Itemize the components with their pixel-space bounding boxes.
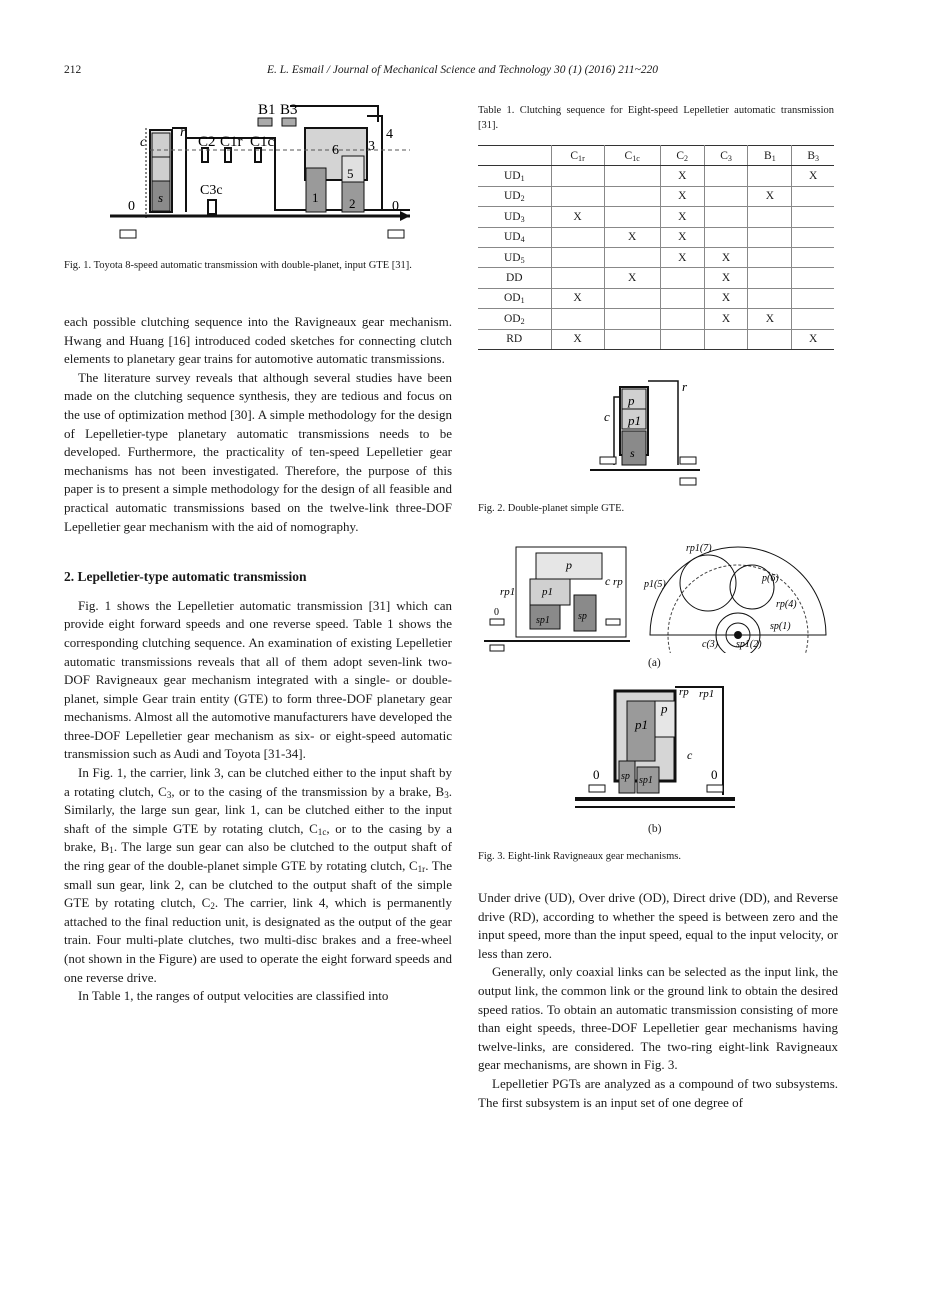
table-cell	[551, 186, 604, 206]
paragraph: In Fig. 1, the carrier, link 3, can be clutched either to the input shaft by a rotating clutch, $C_3$, or to the casing of the transmission by a brake, $B_3$. Similarly, the large sun gear, link 1, can be clutched either to the input shaft of the simple GTE by rotating clutch, $C_{1c}$, or to the casing by a brake, $B_1$. The large sun gear can also be clutched to the output shaft of the ring gear of the double-planet simple GTE by rotating clutch, $C_{1r}$. The small sun gear, link 2, can be clutched to the output shaft of the simple GTE by rotating clutch, $C_2$. The carrier, link 4, which is permanently attached to the final reduction unit, is designated as the output of the gear train. Four multi-plate clutches, two multi-disc brakes and a free-wheel (not shown in the Figure) are used to operate the eight forward speeds and one reverse drive.	[64, 765, 453, 985]
label-rp: rp	[679, 686, 689, 698]
section-heading: 2. Lepelletier-type automatic transmission	[64, 569, 307, 585]
bearing	[600, 457, 616, 464]
figure-3b-label: (b)	[648, 823, 662, 835]
journal-reference: E. L. Esmail / Journal of Mechanical Science and Technology 30 (1) (2016) 211~220	[266, 64, 659, 76]
table-header-cell: $C_3$	[704, 146, 748, 166]
table-cell: X	[660, 207, 704, 227]
table-header-cell: $B_3$	[792, 146, 834, 166]
figure-1-caption: Fig. 1. Toyota 8-speed automatic transmission with double-planet, input GTE [31].	[64, 260, 412, 271]
table-cell	[604, 329, 660, 349]
table-cell	[792, 247, 834, 267]
table-row	[478, 309, 834, 329]
table-cell: X	[604, 227, 660, 247]
table-cell	[748, 207, 792, 227]
table-cell	[551, 268, 604, 288]
table-cell: X	[551, 288, 604, 308]
table-cell	[604, 247, 660, 267]
table-cell	[604, 186, 660, 206]
paragraph: Under drive (UD), Over drive (OD), Direct drive (DD), and Reverse drive (RD), according to whether the speed is between zero and the input speed, more than the input speed, equal to the input velocity, or less than zero.	[478, 890, 838, 961]
row-label: $UD_3$	[478, 207, 551, 227]
table-header-corner	[478, 146, 551, 166]
label-4: 4	[386, 127, 393, 142]
paragraph: Fig. 1 shows the Lepelletier automatic transmission [31] which can provide eight forward speeds and one reverse speed. Table 1 shows the corresponding clutching sequence. An examination of existing Lepelletier automatic transmissions reveals that all of them adopt seven-link two-DOF Ravigneaux gear mechanism integrated with a single- or double-planet, simple Gear train entity (GTE) to form three-DOF planetary gear mechanisms. Almost all the automotive manufacturers have developed the three-DOF Lepelletier gear mechanism as six- or eight-speed automatic transmission such as Audi and Toyota [31-34].	[64, 597, 452, 762]
label-0: 0	[494, 607, 499, 618]
label-sp: sp	[621, 771, 630, 782]
figure-2-diagram	[590, 375, 710, 490]
label-rp1: rp1	[500, 586, 516, 598]
planet-p-circle	[730, 565, 774, 609]
table-body	[478, 166, 834, 350]
bearing	[680, 478, 696, 485]
table-cell	[792, 207, 834, 227]
row-label: $OD_2$	[478, 309, 551, 329]
table-row	[478, 288, 834, 308]
table-cell	[704, 227, 748, 247]
label-p-6: p(6)	[762, 573, 779, 584]
table-1-container	[478, 145, 834, 350]
label-c: c	[140, 135, 147, 150]
row-label: $UD_1$	[478, 166, 551, 186]
label-sp1: sp1	[536, 615, 550, 626]
table-cell	[551, 166, 604, 186]
table-cell	[604, 288, 660, 308]
label-p1: p1	[542, 586, 553, 598]
table-cell	[748, 329, 792, 349]
label-r: r	[682, 379, 688, 394]
bearing-left	[120, 230, 136, 238]
figure-1-diagram	[110, 98, 430, 246]
table-row	[478, 207, 834, 227]
table-cell: X	[704, 268, 748, 288]
table-cell	[748, 288, 792, 308]
bearing	[589, 785, 605, 792]
bearing	[490, 619, 504, 625]
table-row	[478, 227, 834, 247]
table-cell	[704, 207, 748, 227]
label-p1-5: p1(5)	[644, 579, 666, 590]
table-header-cell: $C_{1c}$	[604, 146, 660, 166]
bearing-right	[388, 230, 404, 238]
ring-3	[367, 116, 382, 210]
label-c: c	[605, 574, 611, 588]
label-c: c	[687, 748, 693, 762]
table-cell: X	[748, 309, 792, 329]
table-header-row	[478, 146, 834, 166]
row-label: DD	[478, 268, 551, 288]
clutch-c3c	[208, 200, 216, 214]
table-cell	[748, 166, 792, 186]
label-s: s	[158, 190, 164, 205]
table-cell: X	[792, 329, 834, 349]
carrier-4	[290, 106, 378, 122]
label-3: 3	[368, 139, 375, 154]
table-cell	[704, 166, 748, 186]
figure-3b-diagram	[575, 683, 745, 813]
table-cell	[660, 309, 704, 329]
brake-b1	[258, 118, 272, 126]
label-s: s	[630, 446, 635, 460]
label-c1c: C1c	[250, 134, 275, 150]
label-5: 5	[347, 166, 354, 181]
table-cell	[748, 268, 792, 288]
table-row	[478, 247, 834, 267]
label-c: c	[604, 409, 610, 424]
table-cell: X	[704, 309, 748, 329]
table-cell	[792, 288, 834, 308]
table-cell: X	[704, 247, 748, 267]
bearing	[490, 645, 504, 651]
label-c-3: c(3)	[702, 639, 719, 650]
table-cell: X	[660, 247, 704, 267]
table-row	[478, 329, 834, 349]
ring-r	[648, 381, 678, 465]
table-cell	[660, 329, 704, 349]
planet-p1	[152, 157, 170, 181]
table-cell	[604, 166, 660, 186]
table-cell: X	[660, 166, 704, 186]
planet-p	[152, 133, 170, 157]
label-sp1: sp1	[639, 775, 653, 786]
figure-3-caption: Fig. 3. Eight-link Ravigneaux gear mechanisms.	[478, 851, 681, 862]
table-cell	[792, 186, 834, 206]
paragraph: In Table 1, the ranges of output velocities are classified into	[78, 988, 389, 1004]
table-cell	[792, 309, 834, 329]
table-row	[478, 186, 834, 206]
paragraph: each possible clutching sequence into the Ravigneaux gear mechanism. Hwang and Huang [16] introduced coded sketches for connecting clutch elements to planetary gear trains for automotive automatic transmissions.	[64, 314, 452, 367]
left-column	[64, 313, 452, 1006]
label-p: p	[628, 393, 635, 408]
label-p1: p1	[628, 413, 641, 428]
table-cell	[748, 227, 792, 247]
paragraph: The literature survey reveals that although several studies have been made on the clutching sequence synthesis, they are tedious and focus on the use of optimization method [30]. A simple methodology for the design of Lepelletier-type planetary automatic transmissions needs to be developed. Furthermore, the practicality of ten-speed Lepelletier gear mechanisms has not been investigated. Therefore, the purpose of this paper is to present a simple methodology for the design of all feasible and practical automatic transmissions based on the twelve-link three-DOF Lepelletier gear mechanism with the aid of nomography.	[64, 369, 452, 534]
table-cell	[792, 268, 834, 288]
label-sp1-2: sp1(2)	[736, 639, 762, 650]
bearing	[707, 785, 723, 792]
paragraph: Generally, only coaxial links can be selected as the input link, the output link, the common link or the ground link to obtain the desired speed ratios. To obtain an automatic transmission consisting of more than eight speeds, three-DOF Lepelletier gear mechanisms having twelve-links, are considered. The two-ring eight-link Ravigneaux gear mechanisms, are shown in Fig. 3.	[478, 964, 838, 1073]
label-1: 1	[312, 190, 319, 205]
table-cell	[604, 309, 660, 329]
output-arrow	[400, 211, 410, 221]
row-label: $OD_1$	[478, 288, 551, 308]
label-rp1-7: rp1(7)	[686, 543, 712, 554]
figure-3a-diagram	[480, 543, 830, 653]
label-r: r	[180, 125, 186, 140]
page-number: 212	[64, 64, 82, 76]
table-cell	[604, 207, 660, 227]
label-c3c: C3c	[200, 183, 223, 198]
table-cell	[551, 227, 604, 247]
table-header-cell: $C_2$	[660, 146, 704, 166]
row-label: $UD_5$	[478, 247, 551, 267]
table-cell: X	[792, 166, 834, 186]
label-p1: p1	[635, 717, 648, 732]
row-label: $UD_4$	[478, 227, 551, 247]
label-c2: C2	[198, 134, 216, 150]
clutching-sequence-table	[478, 145, 834, 350]
table-cell: X	[704, 288, 748, 308]
table-cell: X	[660, 186, 704, 206]
label-0-left: 0	[593, 767, 600, 782]
table-1-caption: Table 1. Clutching sequence for Eight-speed Lepelletier automatic transmission [31].	[478, 105, 834, 131]
ring-r	[172, 128, 186, 212]
figure-2-caption: Fig. 2. Double-planet simple GTE.	[478, 503, 625, 514]
table-cell	[551, 309, 604, 329]
brake-b3	[282, 118, 296, 126]
right-column	[478, 889, 838, 1112]
bearing	[680, 457, 696, 464]
table-cell: X	[604, 268, 660, 288]
label-sp-1: sp(1)	[770, 621, 791, 632]
label-sp: sp	[578, 611, 587, 622]
table-cell	[551, 247, 604, 267]
label-c1r: C1r	[220, 134, 243, 150]
table-cell	[704, 186, 748, 206]
table-cell	[748, 247, 792, 267]
label-rp1: rp1	[699, 688, 715, 700]
planet-p1-circle	[680, 555, 736, 611]
label-p: p	[661, 701, 668, 716]
table-row	[478, 268, 834, 288]
ring-rp1-circle	[650, 547, 826, 635]
table-header-cell: $B_1$	[748, 146, 792, 166]
paragraph: Lepelletier PGTs are analyzed as a compound of two subsystems. The first subsystem is an input set of one degree of	[478, 1075, 838, 1110]
table-cell	[792, 227, 834, 247]
label-b1: B1	[258, 102, 276, 118]
label-b3: B3	[280, 102, 298, 118]
label-p: p	[566, 558, 572, 572]
label-2: 2	[349, 196, 356, 211]
table-cell	[660, 288, 704, 308]
table-cell	[704, 329, 748, 349]
table-cell: X	[551, 207, 604, 227]
label-rp: rp	[613, 576, 623, 588]
running-header	[0, 64, 925, 80]
label-rp-4: rp(4)	[776, 599, 797, 610]
table-row	[478, 166, 834, 186]
table-cell: X	[660, 227, 704, 247]
figure-1-svg	[110, 98, 430, 246]
table-cell: X	[748, 186, 792, 206]
bearing	[606, 619, 620, 625]
table-cell: X	[551, 329, 604, 349]
row-label: RD	[478, 329, 551, 349]
table-header-cell: $C_{1r}$	[551, 146, 604, 166]
label-6: 6	[332, 143, 339, 158]
label-0-left: 0	[128, 199, 135, 214]
table-cell	[660, 268, 704, 288]
label-0-right: 0	[392, 199, 399, 214]
label-0-right: 0	[711, 767, 718, 782]
row-label: $UD_2$	[478, 186, 551, 206]
figure-3a-label: (a)	[648, 657, 661, 669]
